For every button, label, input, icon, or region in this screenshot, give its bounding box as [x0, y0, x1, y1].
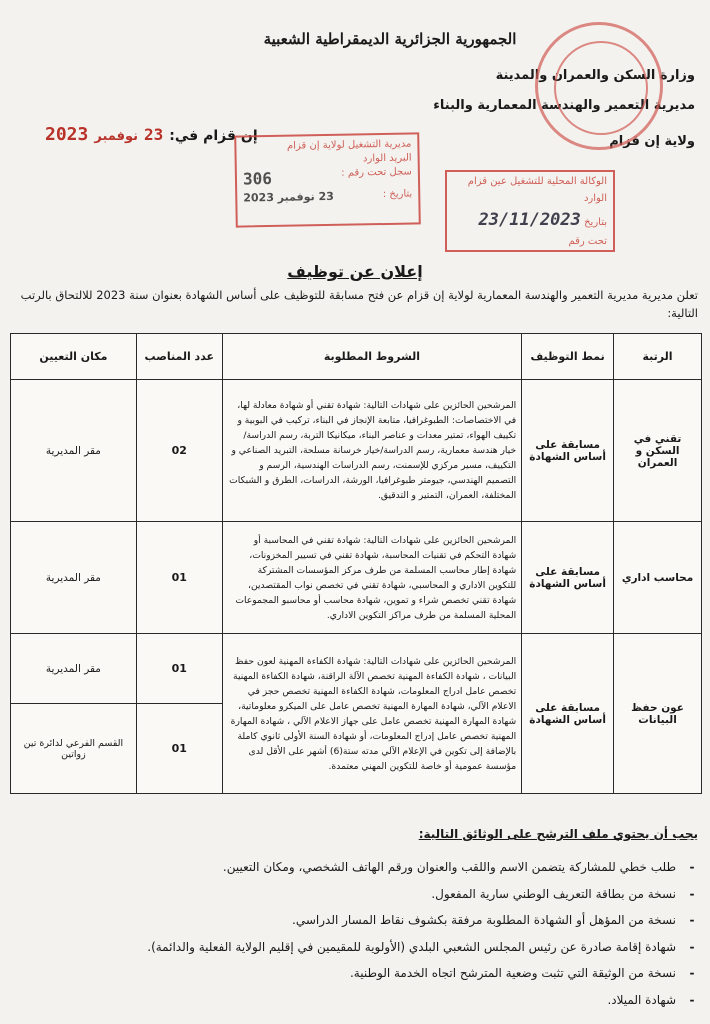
place-label: إن قزام في: — [169, 128, 258, 144]
cell-count: 01 — [136, 522, 222, 634]
stamp-date-label: بتاريخ : — [382, 188, 413, 201]
cell-conditions: المرشحين الحائزين على شهادات التالية: شهادة تقني في المحاسبة أو شهادة التحكم في تقنيات المحاسبة، شهادة تقني في تسيير المخزونات، شهادة إطار محاسب المسلمة من طرف مركز المؤسسات المشتركة للتكوين الاداري و المحاسبي، شهادة تقني في تخصص نواب المقتصدين، شهادة تقني تخصص شراء و تموين، شهادة محاسب أو محاسبو المجموعات المحلية المسلمة من طرف مراكز التكوين الاداري. — [222, 522, 521, 634]
date-year: 2023 — [45, 124, 89, 145]
list-item — [38, 987, 698, 1014]
table-row — [11, 380, 702, 522]
cell-rank: عون حفظ البيانات — [614, 634, 702, 794]
place-date — [45, 124, 258, 145]
stamp-date — [453, 210, 607, 230]
list-item — [38, 934, 698, 961]
ministry-name: وزارة السكن والعمران والمدينة — [495, 68, 695, 83]
table-header-row — [11, 334, 702, 380]
list-item — [38, 881, 698, 908]
header-rank: الرتبة — [614, 334, 702, 380]
table-row — [11, 634, 702, 704]
cell-count: 01 — [136, 704, 222, 794]
cell-mode: مسابقة على أساس الشهادة — [522, 522, 614, 634]
dash-icon: - — [689, 939, 695, 954]
dash-icon: - — [689, 913, 695, 928]
cell-conditions: المرشحين الحائزين على شهادات التالية: شهادة الكفاءة المهنية لعون حفظ البيانات ، شهادة الكفاءة المهنية تخصص الآلة الراقنة، شهادة الكفاءة المهنية تخصص عامل ادراج المعلومات، شهادة الكفاءة المهنية تخصص حجز في الاعلام الآلي، شهادة المهارة المهنية تخصص عامل على الميكرو معلوماتية، شهادة المهارة المهنية تخصص عامل على جهاز الاعلام الآلي ، شهادة المهارة المهنية تخصص عامل إدراج المعلومات، أو شهادة السنة الأولى ثانوي كاملة بالإضافة إلى تكوين في الإعلام الآلي مدته ستة(6) أشهر على الأقل لدى مؤسسة عمومية أو خاصة للتكوين المهني معتمدة. — [222, 634, 521, 794]
positions-table — [10, 333, 702, 794]
document-item-text: شهادة الميلاد. — [607, 992, 676, 1007]
header-conditions: الشروط المطلوبة — [222, 334, 521, 380]
notice-intro: تعلن مديرية مديرية التعمير والهندسة المعمارية لولاية إن قزام عن فتح مسابقة للتوظيف على أساس الشهادة بعنوان سنة 2023 للالتحاق بالرتب التالية: — [20, 288, 698, 320]
list-item — [38, 854, 698, 881]
documents-list — [38, 854, 698, 1013]
cell-place: مقر المديرية — [11, 522, 137, 634]
documents-title: يجب أن يحتوي ملف الترشح على الوثائق التالية: — [418, 827, 698, 841]
document-item-text: نسخة من المؤهل أو الشهادة المطلوبة مرفقة بكشوف نقاط المسار الدراسي. — [292, 913, 676, 928]
dash-icon: - — [689, 860, 695, 875]
cell-count: 01 — [136, 634, 222, 704]
stamp-registration — [243, 167, 412, 189]
cell-place: مقر المديرية — [11, 380, 137, 522]
stamp-date-value: 23/11/2023 — [478, 210, 581, 230]
stamp-line: الوكالة المحلية للتشغيل عين قزام — [467, 176, 607, 187]
list-item — [38, 960, 698, 987]
document-item-text: نسخة من بطاقة التعريف الوطني سارية المفعول. — [431, 886, 676, 901]
cell-place: القسم الفرعي لدائرة تين زواتين — [11, 704, 137, 794]
cell-rank: تقني في السكن و العمران — [614, 380, 702, 522]
dash-icon: - — [689, 966, 695, 981]
directorate-name: مديرية التعمير والهندسة المعمارية والبناء — [433, 98, 695, 113]
header-count: عدد المناصب — [136, 334, 222, 380]
reception-stamp-employment-directorate — [234, 132, 421, 227]
document-item-text: طلب خطي للمشاركة يتضمن الاسم واللقب والعنوان ورقم الهاتف الشخصي، ومكان التعيين. — [222, 860, 676, 875]
date-day: 23 — [144, 125, 164, 144]
cell-place: مقر المديرية — [11, 634, 137, 704]
stamp-reg-number: 306 — [242, 168, 273, 189]
dash-icon: - — [689, 886, 695, 901]
cell-rank: محاسب اداري — [614, 522, 702, 634]
table-row — [11, 522, 702, 634]
stamp-date — [243, 189, 412, 205]
date-month: نوفمبر — [94, 129, 139, 144]
stamp-date-value: 23 نوفمبر 2023 — [243, 189, 334, 205]
cell-conditions: المرشحين الحائزين على شهادات التالية: شهادة تقني أو شهادة معادلة لها، في الاختصاصات: الطبوغرافيا، متابعة الإنجاز في البناء، تركيب في البوبية و تكييف الهواء، تمتير معدات و عناصر البناء، ميكانيكا التربة، رسم الدراسة/خيار هندسة معمارية، رسم الدراسة/خيار خرسانة مسلحة، التبريد الصناعي و التكييف، مسير مركزي للإسمنت، رسم الدراسات الهندسية، الرسم و التصميم الهندسي، جيومتر طبوغرافيا، الورشة، الدراسات، الطرق و الشبكات المختلفة، العمران، التمتير و التدقيق. — [222, 380, 521, 522]
cell-mode: مسابقة على أساس الشهادة — [522, 634, 614, 794]
wilaya-name: ولاية إن قزام — [609, 134, 695, 149]
stamp-line: مديرية التشغيل لولاية إن قزام — [286, 138, 412, 152]
stamp-reg-label: تحت رقم — [568, 236, 607, 247]
header-mode: نمط التوظيف — [522, 334, 614, 380]
stamp-reg-label: سجل تحت رقم : — [341, 166, 412, 179]
dash-icon: - — [689, 992, 695, 1007]
stamp-line: الوارد — [583, 193, 607, 204]
header-place: مكان التعيين — [11, 334, 137, 380]
stamp-line: البريد الوارد — [362, 152, 412, 165]
republic-title: الجمهورية الجزائرية الديمقراطية الشعبية — [263, 30, 517, 48]
reception-stamp-local-agency — [445, 170, 615, 252]
list-item — [38, 907, 698, 934]
cell-mode: مسابقة على أساس الشهادة — [522, 380, 614, 522]
official-round-seal — [535, 22, 663, 150]
stamp-date-label: بتاريخ — [584, 217, 607, 228]
cell-count: 02 — [136, 380, 222, 522]
document-item-text: نسخة من الوثيقة التي تثبت وضعية المترشح اتجاه الخدمة الوطنية. — [349, 966, 676, 981]
document-item-text: شهادة إقامة صادرة عن رئيس المجلس الشعبي البلدي (الأولوية للمقيمين في إقليم الولاية الفعلية والدائمة). — [147, 939, 676, 954]
notice-title: إعلان عن توظيف — [287, 262, 423, 281]
